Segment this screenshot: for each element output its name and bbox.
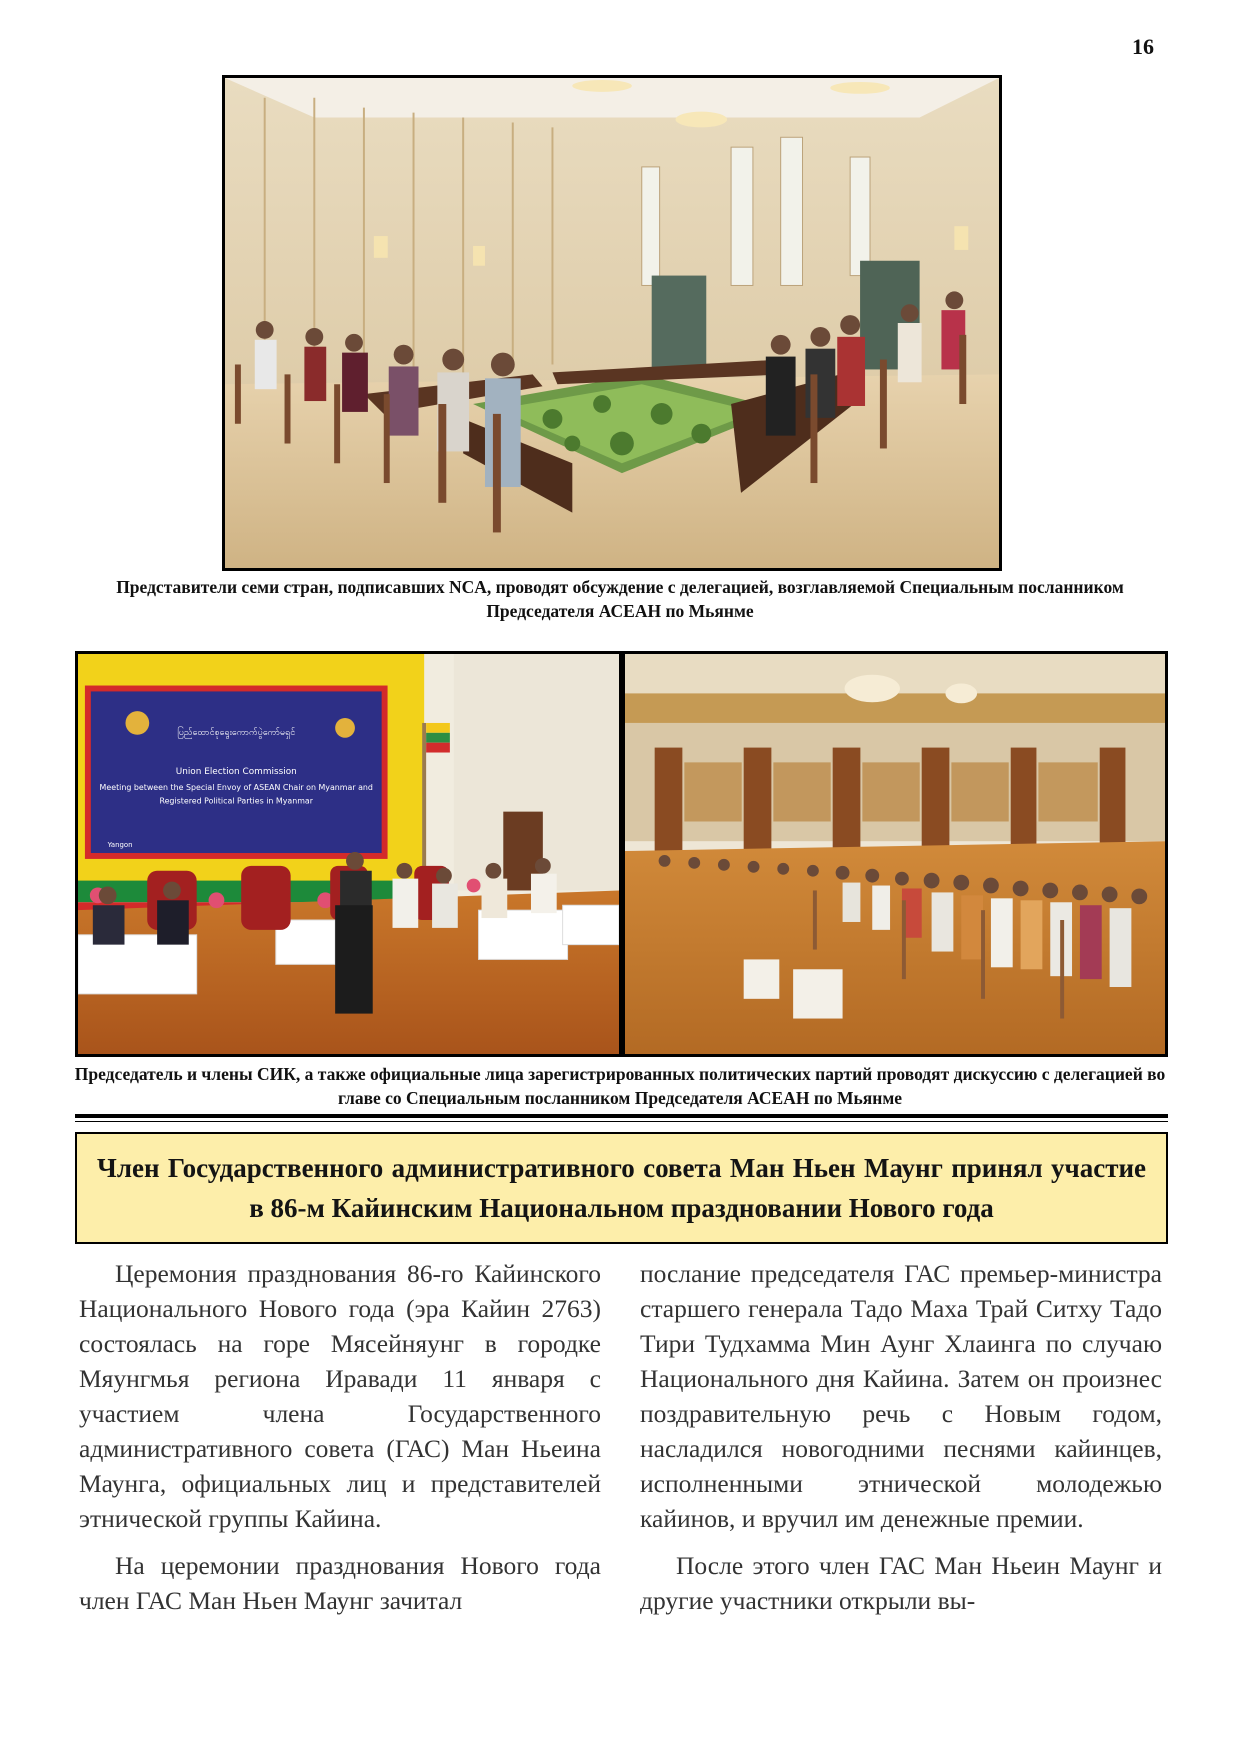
page-number: 16	[1132, 34, 1154, 59]
meeting-room-photo	[222, 75, 1002, 571]
banner-line-4: Registered Political Parties in Myanmar	[159, 796, 314, 806]
article-headline-box	[75, 1132, 1168, 1244]
middle-photo-caption: Председатель и члены СИК, а также официальные лица зарегистрированных политических партий проводят дискуссию с делегацией во главе со Специальным посланником Председателя АСЕАН по Мьянме	[74, 1064, 1166, 1108]
parties-audience-photo	[622, 651, 1168, 1057]
banner-place: Yangon	[107, 841, 133, 850]
banner-line-2: Union Election Commission	[175, 767, 297, 778]
article-headline: Член Государственного административного совета Ман Ньен Маунг принял участие в 86-м Кайинским Национальном праздновании Нового года	[97, 1153, 1146, 1223]
banner-line-3: Meeting between the Special Envoy of ASEAN Chair on Myanmar and	[99, 782, 373, 792]
section-divider-thick	[75, 1114, 1168, 1118]
article-right-column	[640, 1256, 1162, 1630]
top-photo-caption: Представители семи стран, подписавших NCA, проводят обсуждение с делегацией, возглавляемой Специальным посланником Председателя АСЕАН по Мьянме	[116, 577, 1124, 621]
right-paragraph-2: После этого член ГАС Ман Ньеин Маунг и другие участники открыли вы-	[640, 1551, 1162, 1615]
right-paragraph-1: послание председателя ГАС премьер-министра старшего генерала Тадо Маха Трай Ситху Тадо Тири Тудхамма Мин Аунг Хлаинга по случаю Национального дня Кайина. Затем он произнес поздравительную речь с Новым годом, насладился новогодними песнями кайинцев, исполненными этнической молодежью кайинов, и вручил им денежные премии.	[640, 1259, 1162, 1533]
left-paragraph-1: Церемония празднования 86-го Кайинского Национального Нового года (эра Кайин 2763) состоялась на горе Мясейняунг в городке Мяунгмья региона Иравади 11 января с участием члена Государственного административного совета (ГАС) Ман Ньеина Маунга, официальных лиц и представителей этнической группы Кайина.	[79, 1259, 601, 1533]
commission-meeting-photo	[75, 651, 622, 1057]
article-left-column	[79, 1256, 601, 1630]
banner-top-line: ပြည်ထောင်စုရွေးကောက်ပွဲကော်မရှင်	[177, 727, 296, 738]
left-paragraph-2: На церемонии празднования Нового года член ГАС Ман Ньен Маунг зачитал	[79, 1551, 601, 1615]
section-divider-thin	[75, 1121, 1168, 1122]
